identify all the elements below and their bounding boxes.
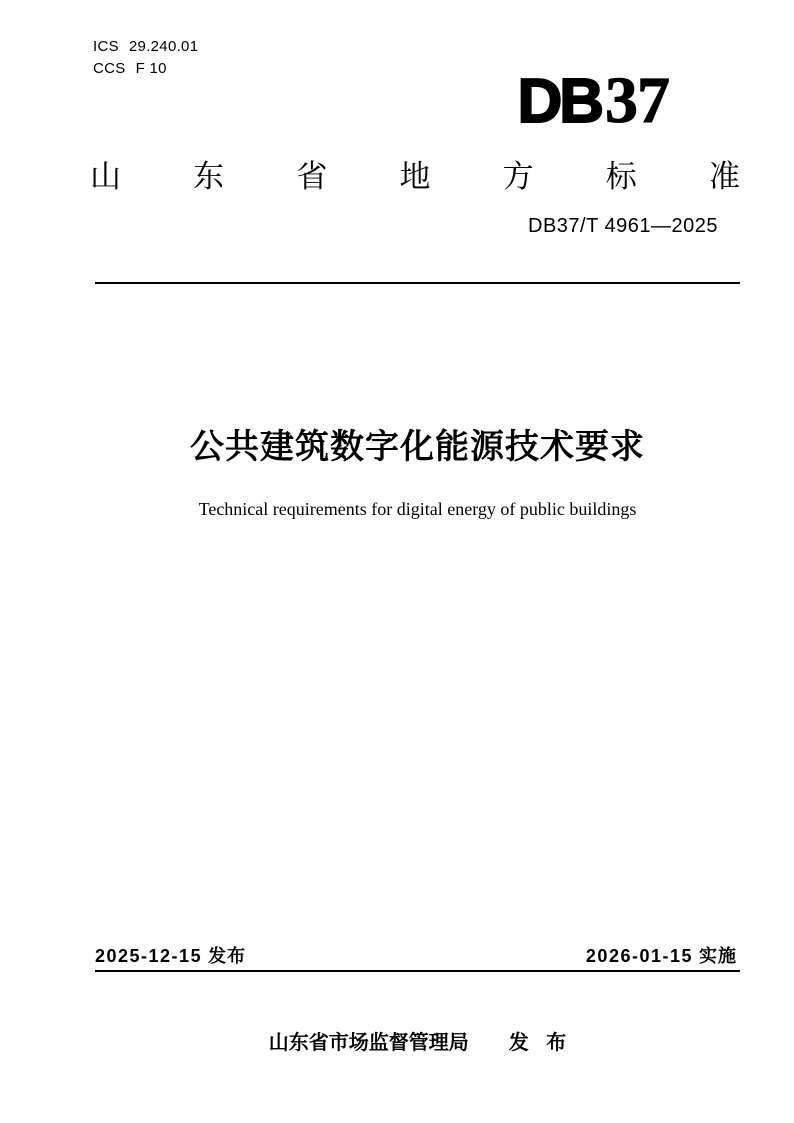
standard-number: DB37/T 4961—2025 (528, 215, 718, 237)
ics-label: ICS (93, 38, 119, 55)
classification-codes (93, 36, 198, 80)
ccs-code (93, 58, 198, 80)
issue-date: 2025-12-15 (95, 946, 203, 966)
top-rule (95, 282, 740, 284)
document-title-zh: 公共建筑数字化能源技术要求 (190, 428, 645, 466)
db37-logo-number: 37 (605, 64, 669, 137)
document-title-en: Technical requirements for digital energy of public buildings (198, 499, 637, 519)
issuing-authority: 山东省市场监督管理局 (268, 1032, 469, 1054)
ccs-label: CCS (93, 60, 126, 77)
issue-label: 发布 (208, 946, 247, 966)
implementation-date-group (586, 942, 737, 968)
db37-logo-prefix: DB (517, 67, 601, 136)
ics-value: 29.240.01 (128, 38, 199, 55)
implementation-date: 2026-01-15 (585, 946, 693, 966)
bottom-rule (95, 970, 740, 972)
implementation-label: 实施 (699, 946, 737, 966)
issuing-authority-line (95, 1026, 740, 1055)
dates-row (95, 942, 737, 968)
ics-code (93, 36, 198, 58)
standard-category: 山 东 省 地 方 标 准 (90, 159, 740, 194)
ccs-value: F 10 (135, 60, 167, 77)
publish-label: 发 布 (508, 1032, 567, 1054)
db37-logo (517, 64, 669, 137)
issue-date-group (95, 942, 246, 968)
